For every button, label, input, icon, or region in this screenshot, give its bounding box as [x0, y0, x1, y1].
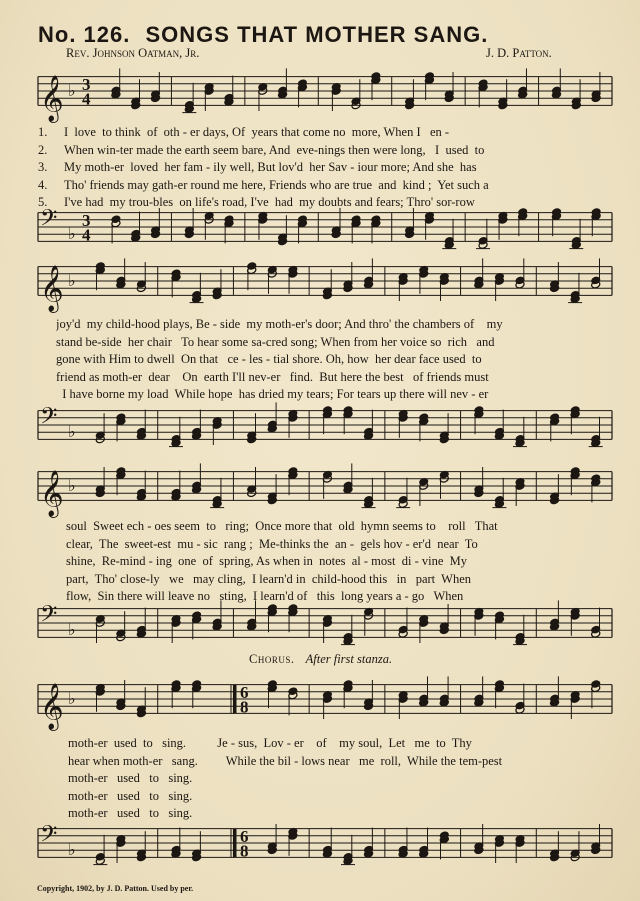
staff-bass-system-2: [0, 390, 640, 460]
lyric-text: shine, Re-mind - ing one of spring, As when in notes al - most di - vine My: [66, 554, 468, 568]
lyric-text: moth-er used to sing.: [68, 806, 193, 820]
lyric-text: moth-er used to sing.: [68, 788, 193, 803]
flat-key-signature-icon: ♭: [68, 840, 76, 860]
hymn-title-text: SONGS THAT MOTHER SANG.: [145, 22, 489, 47]
treble-clef-icon: 𝄞: [40, 265, 64, 312]
staff-treble-system-2: [0, 248, 640, 314]
lyric-text: My moth-er loved her fam - ily well, But lov'd her Sav - iour more; And she has: [64, 160, 477, 174]
lyric-text: hear when moth-er sang. While the bil - lows near me roll, While the tem-pest: [68, 753, 503, 768]
bass-clef-icon: 𝄢: [40, 821, 58, 853]
time-signature-top: 3: [82, 211, 91, 230]
flat-key-signature-icon: ♭: [68, 689, 76, 708]
lyricist-credit: Rev. Johnson Oatman, Jr.: [66, 46, 200, 60]
bass-clef-icon: 𝄢: [40, 205, 58, 237]
lyric-text: I've had my trou-bles on life's road, I've had my doubts and fears; Thro' sor-row: [64, 195, 475, 209]
verse-number: 4.: [38, 177, 48, 192]
flat-key-signature-icon: ♭: [68, 422, 76, 442]
time-signature-bottom: 8: [240, 697, 249, 717]
flat-key-signature-icon: ♭: [68, 271, 76, 290]
time-signature-bottom: 4: [82, 89, 91, 109]
lyric-text: clear, The sweet-est mu - sic rang ; Me-thinks the an - gels hov - er'd near To: [66, 536, 478, 551]
staff-treble-system-3: [0, 455, 640, 517]
treble-clef-icon: 𝄞: [40, 75, 64, 122]
treble-clef-icon: 𝄞: [40, 683, 64, 730]
staff-treble-system-4: [0, 665, 640, 733]
time-signature-top: 6: [240, 827, 249, 846]
verse-number: 2.: [38, 142, 48, 157]
chorus-heading: Chorus.: [249, 652, 295, 666]
flat-key-signature-icon: ♭: [68, 81, 76, 100]
treble-clef-icon: 𝄞: [40, 470, 64, 517]
lyric-text: gone with Him to dwell On that ce - les - tial shore. Oh, how her dear face used to: [56, 352, 482, 366]
verse-number: 3.: [38, 160, 48, 174]
verse-line: [38, 177, 623, 195]
time-signature-bottom: 8: [240, 841, 249, 861]
flat-key-signature-icon: ♭: [68, 224, 76, 244]
lyric-text: moth-er used to sing.: [68, 771, 193, 785]
chorus-note: After first stanza.: [305, 652, 393, 666]
staff-bass-system-4: [0, 808, 640, 878]
lyric-text: stand be-side her chair To hear some sa-cred song; When from her voice so rich and: [56, 334, 495, 349]
lyric-text: joy'd my child-hood plays, Be - side my moth-er's door; And thro' the chambers of my: [56, 317, 503, 331]
staff-bass-system-3: [0, 590, 640, 656]
verse-line: [38, 159, 623, 177]
flat-key-signature-icon: ♭: [68, 620, 76, 640]
lyric-text: friend as moth-er dear On earth I'll nev-er find. But here the best of friends must: [56, 369, 489, 384]
lyric-text: I love to think of oth - er days, Of years that come no more, When I en -: [64, 125, 450, 139]
lyric-text: I have borne my load While hope has dried my tears; For tears up there will nev - er: [56, 387, 489, 401]
verse-number: 1.: [38, 125, 48, 139]
lyric-text: part, Tho' close-ly we may cling, I learn'd in child-hood this in part When: [66, 571, 471, 586]
composer-credit: J. D. Patton.: [486, 46, 552, 60]
time-signature-top: 3: [82, 75, 91, 94]
flat-key-signature-icon: ♭: [68, 476, 76, 495]
hymn-number: No. 126.: [38, 22, 131, 47]
lyric-text: soul Sweet ech - oes seem to ring; Once more that old hymn seems to roll That: [66, 519, 498, 533]
bass-clef-icon: 𝄢: [40, 403, 58, 435]
lyric-text: When win-ter made the earth seem bare, And eve-nings then were long, I used to: [64, 142, 485, 157]
verse-line: [38, 142, 623, 160]
bass-clef-icon: 𝄢: [40, 601, 58, 633]
hymn-title: [38, 22, 488, 48]
lyric-text: moth-er used to sing. Je - sus, Lov - er of my soul, Let me to Thy: [68, 736, 472, 750]
time-signature-top: 6: [240, 683, 249, 702]
verse-number: 5.: [38, 195, 48, 209]
lyric-text: Tho' friends may gath-er round me here, Friends who are true and kind ; Yet such a: [64, 177, 489, 192]
verse-line: [38, 124, 623, 142]
time-signature-bottom: 4: [82, 225, 91, 245]
staff-treble-system-1: [0, 60, 640, 122]
lyric-text: flow, Sin there will leave no sting, I learn'd of this long years a - go When: [66, 589, 464, 603]
copyright-notice: Copyright, 1902, by J. D. Patton. Used by per.: [37, 884, 194, 893]
